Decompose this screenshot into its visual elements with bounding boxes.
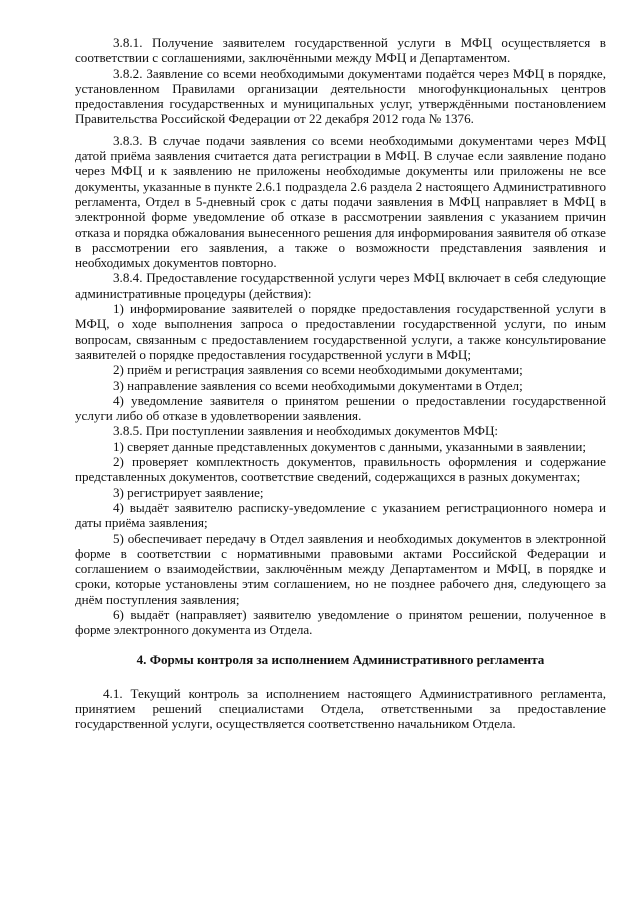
list-item-3-8-4-2: 2) приём и регистрация заявления со всеми необходимыми документами; [113, 362, 523, 378]
list-item-3-8-5-4: 4) выдаёт заявителю расписку-уведомление с указанием регистрационного номера и даты приёма заявления; [75, 499, 606, 531]
list-item-3-8-4-1: 1) информирование заявителей о порядке предоставления государственной услуги в МФЦ, о ходе выполнения запроса о предоставлении государственной услуги, по иным вопросам, связанным с предоставлением государственной услуги, а также консультирование заявителей о порядке предоставления государственной услуги в МФЦ; [75, 301, 606, 362]
paragraph-3-8-2: 3.8.2. Заявление со всеми необходимыми документами подаётся через МФЦ в порядке, установленном Правилами организации деятельности многофункциональных центров предоставления государственных и муниципальных услуг, утверждёнными постановлением Правительства Российской Федерации от 22 декабря 2012 года № 1376. [75, 65, 606, 127]
paragraph-3-8-3: 3.8.3. В случае подачи заявления со всеми необходимыми документами через МФЦ датой приёма заявления считается дата регистрации в МФЦ. В случае если заявление подано через МФЦ и к заявлению не приложены необходимые документы или приложены не все документы, указанные в пункте 2.6.1 подраздела 2.6 раздела 2 настоящего Административного регламента, Отдел в 5-дневный срок с даты подачи заявления в МФЦ направляет в МФЦ в электронной форме уведомление об отказе в рассмотрении заявления с указанием причин отказа и порядка обжалования вынесенного решения для информирования заявителя об отказе в рассмотрении его заявления, а также о возможности представления заявления и необходимых документов повторно. [75, 132, 606, 271]
paragraph-3-8-5: 3.8.5. При поступлении заявления и необходимых документов МФЦ: [113, 423, 499, 439]
section-4-heading: 4. Формы контроля за исполнением Административного регламента [136, 651, 545, 667]
paragraph-3-8-1: 3.8.1. Получение заявителем государственной услуги в МФЦ осуществляется в соответствии с соглашениями, заключёнными между МФЦ и Департаментом. [75, 35, 606, 66]
list-item-3-8-5-5: 5) обеспечивает передачу в Отдел заявления и необходимых документов в электронной форме в соответствии с нормативными правовыми актами Российской Федерации и соглашением о взаимодействии, заключённым между Департаментом и МФЦ, в порядке и сроки, которые установлены этим соглашением, но не позднее рабочего дня, следующего за днём поступления заявления; [75, 530, 606, 607]
list-item-3-8-5-3: 3) регистрирует заявление; [113, 484, 264, 500]
document-page [75, 35, 606, 732]
paragraph-3-8-4: 3.8.4. Предоставление государственной услуги через МФЦ включает в себя следующие административные процедуры (действия): [75, 270, 606, 301]
list-item-3-8-5-1: 1) сверяет данные представленных документов с данными, указанными в заявлении; [113, 438, 586, 454]
list-item-3-8-4-4: 4) уведомление заявителя о принятом решении о предоставлении государственной услуги либо об отказе в удовлетворении заявления. [75, 392, 606, 424]
paragraph-4-1: 4.1. Текущий контроль за исполнением настоящего Административного регламента, принятием решений специалистами Отдела, ответственными за предоставление государственной услуги, осуществляется соответственно начальником Отдела. [75, 685, 606, 732]
list-item-3-8-5-6: 6) выдаёт (направляет) заявителю уведомление о принятом решении, полученное в форме электронного документа из Отдела. [75, 606, 606, 638]
list-item-3-8-5-2: 2) проверяет комплектность документов, правильность оформления и содержание представленных документов, соответствие сведений, содержащихся в разных документах; [75, 454, 606, 485]
list-item-3-8-4-3: 3) направление заявления со всеми необходимыми документами в Отдел; [113, 377, 523, 393]
